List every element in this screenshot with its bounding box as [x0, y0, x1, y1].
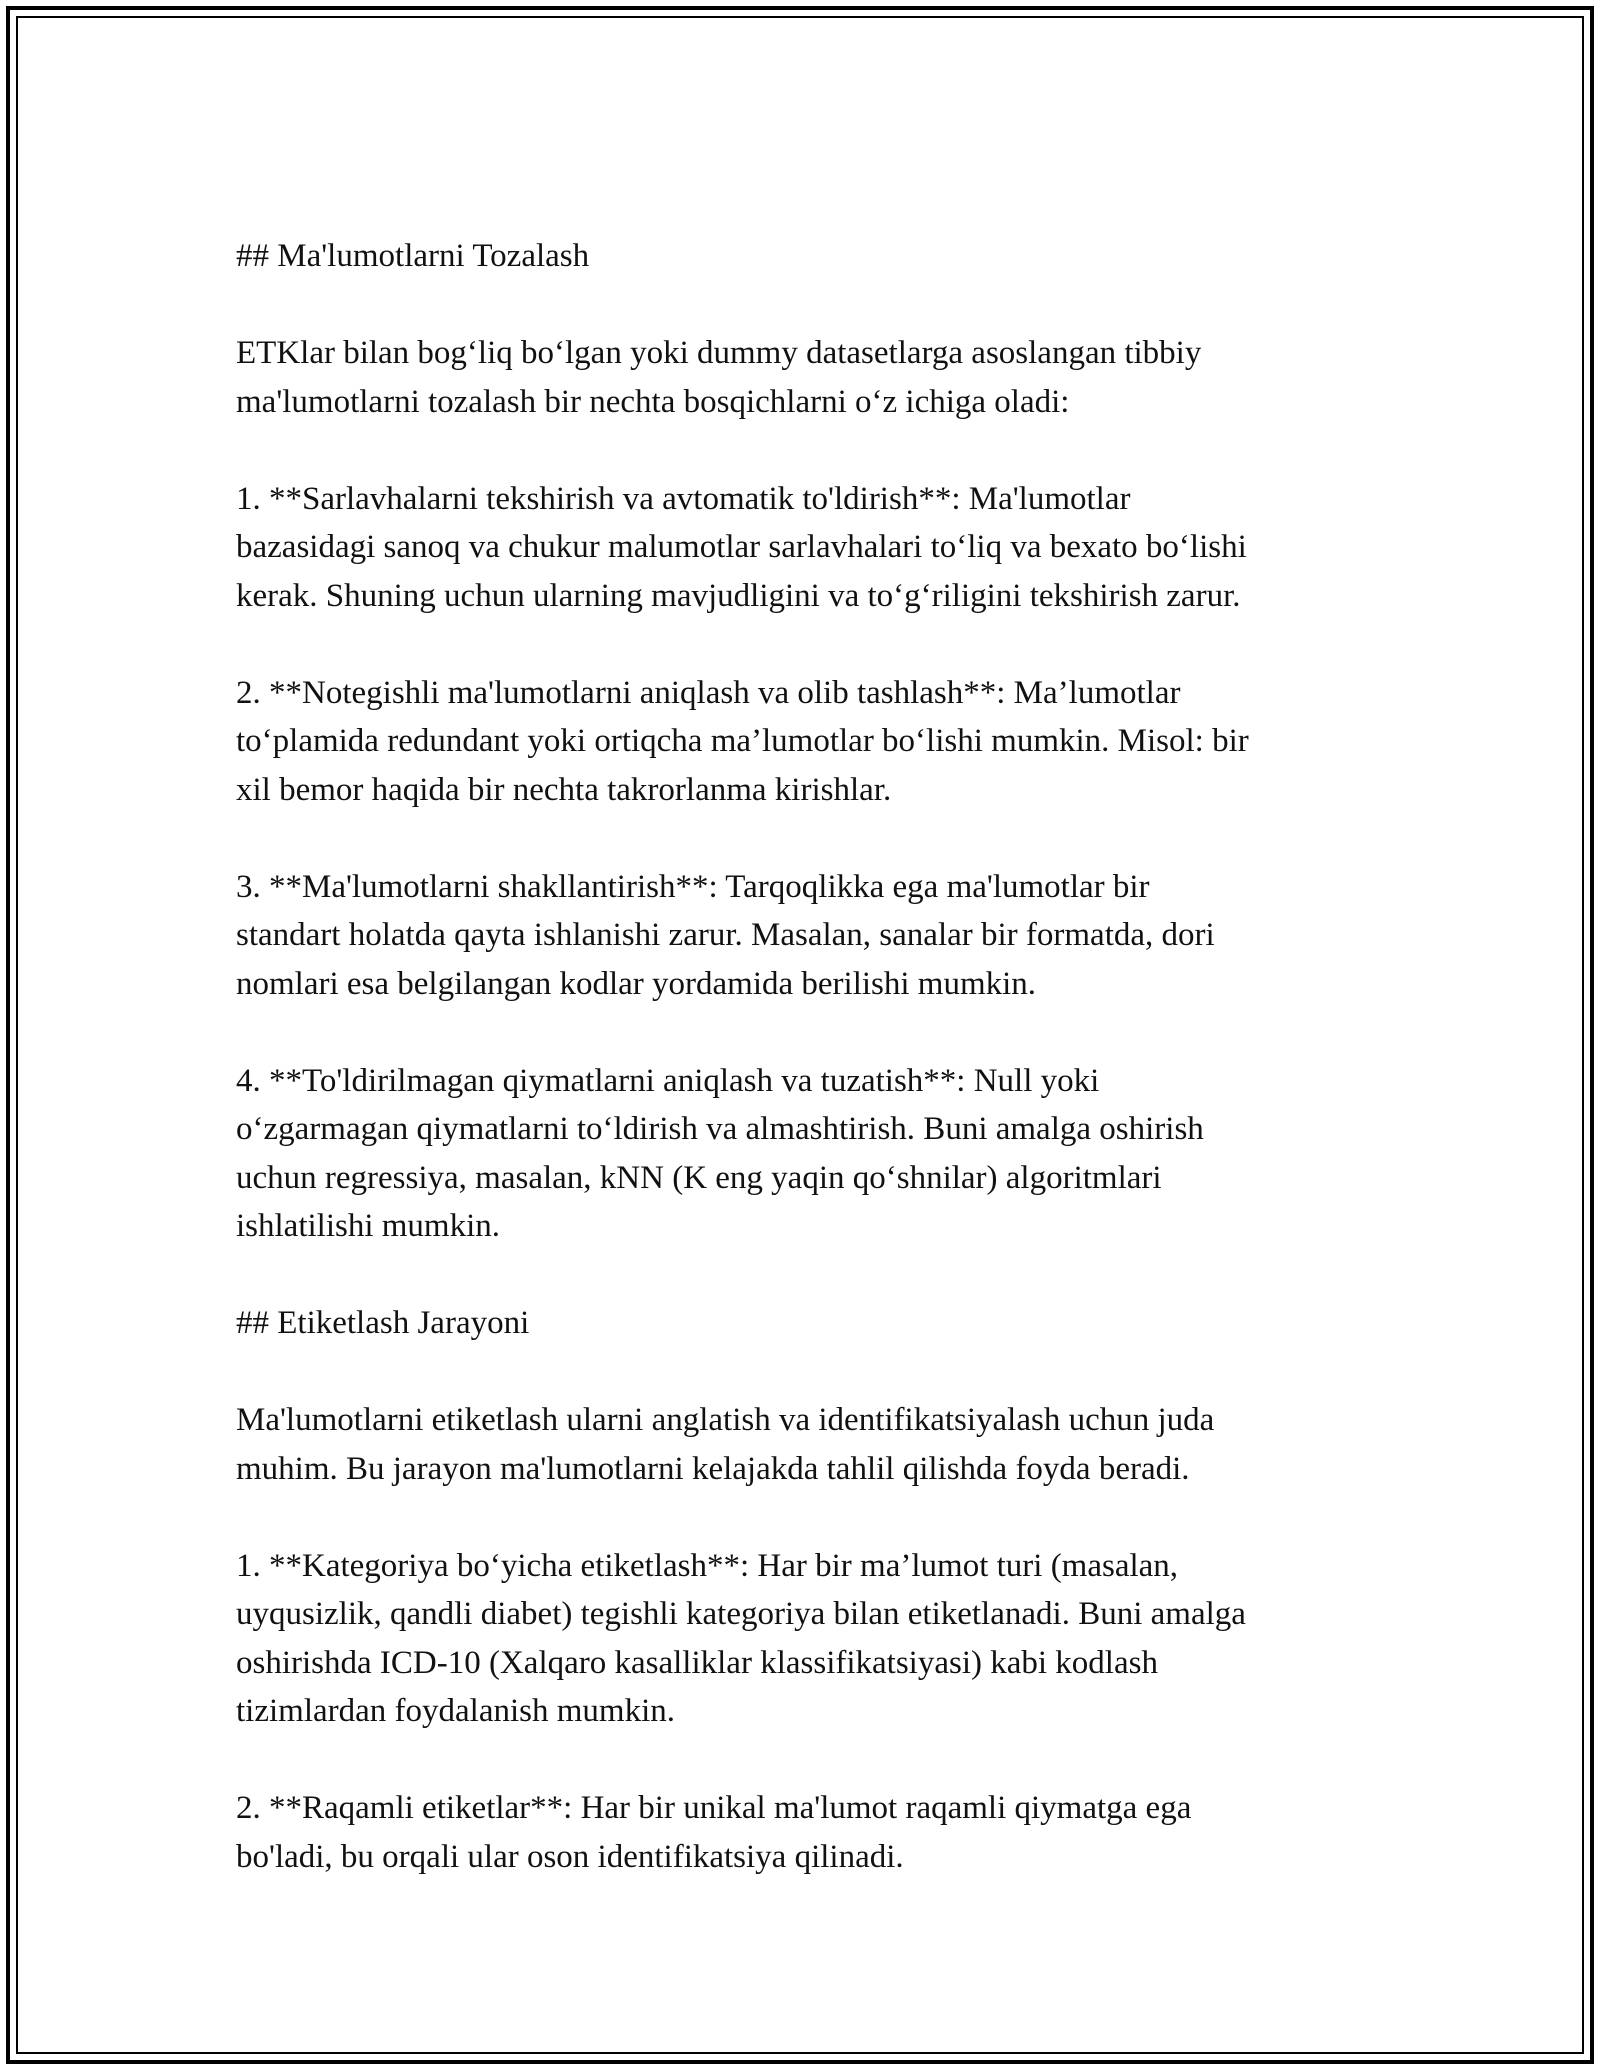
text-line: xil bemor haqida bir nechta takrorlanma kirishlar.	[236, 771, 892, 808]
list-item-data-formatting	[236, 863, 1376, 1009]
text-line: ETKlar bilan bog‘liq bo‘lgan yoki dummy datasetlarga asoslangan tibbiy	[236, 335, 1202, 371]
text-line: Ma'lumotlarni etiketlash ularni anglatish va identifikatsiyalash uchun juda	[236, 1402, 1215, 1438]
text-line: ## Etiketlash Jarayoni	[236, 1305, 530, 1341]
text-line: bazasidagi sanoq va chukur malumotlar sarlavhalari to‘liq va bexato bo‘lishi	[236, 529, 1247, 565]
text-line: to‘plamida redundant yoki ortiqcha ma’lumotlar bo‘lishi mumkin. Misol: bir	[236, 723, 1249, 759]
text-line: oshirishda ICD-10 (Xalqaro kasalliklar klassifikatsiyasi) kabi kodlash	[236, 1644, 1158, 1681]
text-line: 2. **Notegishli ma'lumotlarni aniqlash va olib tashlash**: Ma’lumotlar	[236, 674, 1181, 711]
heading-labeling-process	[236, 1299, 1376, 1348]
paragraph-intro-labeling	[236, 1396, 1376, 1493]
paragraph-intro-cleaning	[236, 329, 1376, 426]
text-line: standart holatda qayta ishlanishi zarur. Masalan, sanalar bir formatda, dori	[236, 917, 1215, 953]
list-item-missing-values	[236, 1057, 1376, 1251]
text-line: uchun regressiya, masalan, kNN (K eng yaqin qo‘shnilar) algoritmlari	[236, 1159, 1162, 1196]
heading-data-cleaning	[236, 232, 1376, 281]
text-line: bo'ladi, bu orqali ular oson identifikatsiya qilinadi.	[236, 1838, 904, 1875]
list-item-irrelevant-data	[236, 669, 1376, 815]
text-line: 2. **Raqamli etiketlar**: Har bir unikal ma'lumot raqamli qiymatga ega	[236, 1790, 1192, 1826]
text-line: tizimlardan foydalanish mumkin.	[236, 1693, 675, 1729]
text-line: 4. **To'ldirilmagan qiymatlarni aniqlash va tuzatish**: Null yoki	[236, 1062, 1100, 1099]
list-item-headers-check	[236, 475, 1376, 621]
text-line: ## Ma'lumotlarni Tozalash	[236, 238, 590, 274]
text-line: 3. **Ma'lumotlarni shakllantirish**: Tarqoqlikka ega ma'lumotlar bir	[236, 868, 1150, 905]
list-item-numeric-labels	[236, 1784, 1376, 1881]
document-body	[236, 232, 1376, 1930]
text-line: 1. **Sarlavhalarni tekshirish va avtomatik to'ldirish**: Ma'lumotlar	[236, 480, 1131, 517]
text-line: uyqusizlik, qandli diabet) tegishli kategoriya bilan etiketlanadi. Buni amalga	[236, 1596, 1246, 1632]
list-item-category-labeling	[236, 1542, 1376, 1736]
text-line: o‘zgarmagan qiymatlarni to‘ldirish va almashtirish. Buni amalga oshirish	[236, 1111, 1204, 1147]
text-line: ishlatilishi mumkin.	[236, 1208, 501, 1244]
text-line: 1. **Kategoriya bo‘yicha etiketlash**: Har bir ma’lumot turi (masalan,	[236, 1547, 1179, 1584]
text-line: ma'lumotlarni tozalash bir nechta bosqichlarni o‘z ichiga oladi:	[236, 383, 1070, 420]
text-line: nomlari esa belgilangan kodlar yordamida berilishi mumkin.	[236, 965, 1037, 1002]
text-line: muhim. Bu jarayon ma'lumotlarni kelajakda tahlil qilishda foyda beradi.	[236, 1450, 1190, 1487]
text-line: kerak. Shuning uchun ularning mavjudligini va to‘g‘riligini tekshirish zarur.	[236, 577, 1241, 614]
